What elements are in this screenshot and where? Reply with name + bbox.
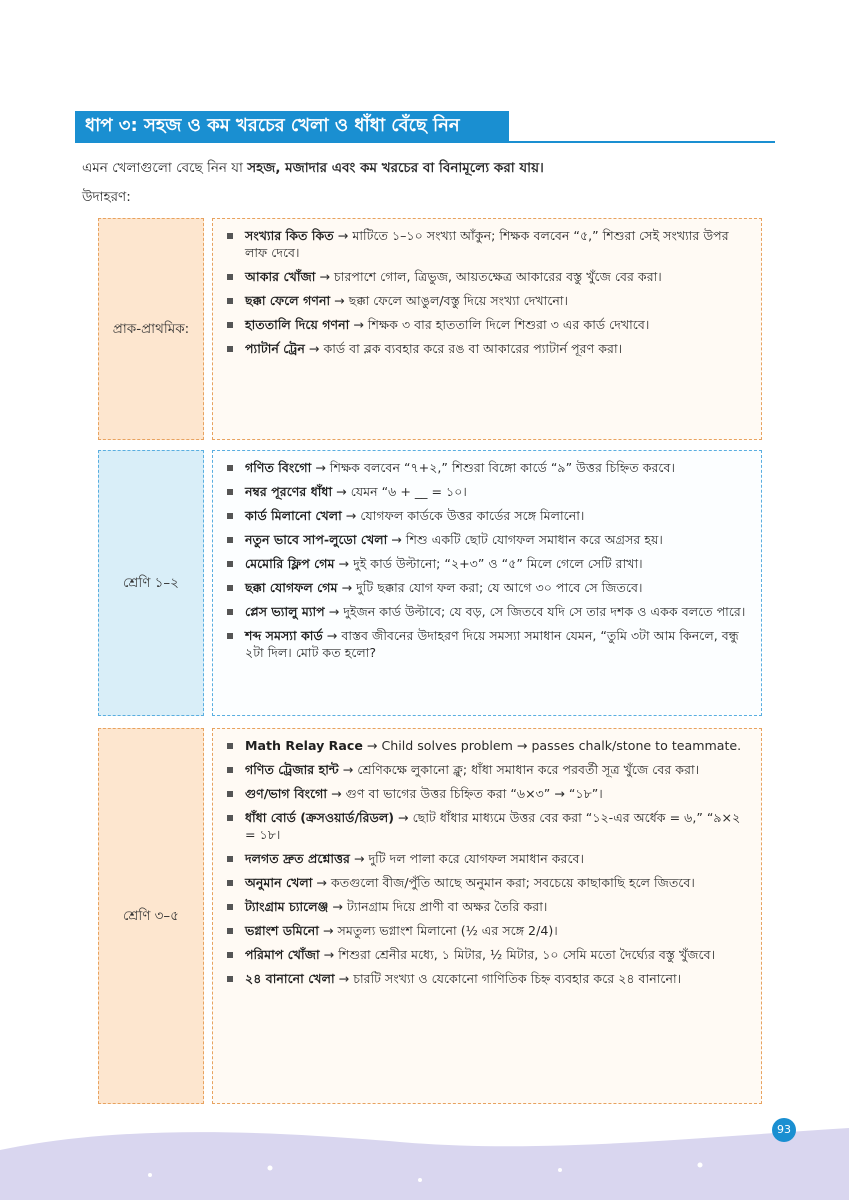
game-list (225, 737, 749, 987)
page-number: 93 (772, 1118, 796, 1142)
section-label: শ্রেণি ১–২ (98, 450, 204, 716)
section-heading: ধাপ ৩: সহজ ও কম খরচের খেলা ও ধাঁধা বেঁছে নিন (75, 111, 509, 141)
section-content (212, 728, 762, 1104)
game-item (225, 970, 749, 987)
game-item (225, 898, 749, 915)
game-item (225, 922, 749, 939)
game-title: ছক্কা যোগফল গেম (245, 580, 338, 595)
game-title: Math Relay Race (245, 738, 363, 753)
game-title: অনুমান খেলা (245, 875, 313, 890)
arrow-icon: → (332, 899, 343, 914)
game-title: প্লেস ভ্যালু ম্যাপ (245, 604, 325, 619)
game-title: দলগত দ্রুত প্রশ্নোত্তর (245, 851, 350, 866)
arrow-icon: → (315, 460, 326, 475)
arrow-icon: → (326, 628, 338, 643)
game-item (225, 737, 749, 754)
arrow-icon: → (341, 580, 353, 595)
game-item (225, 579, 749, 596)
intro-bold: সহজ, মজাদার এবং কম খরচের বা বিনামূল্যে করা যায়। (247, 160, 544, 176)
game-description: শিশুরা শ্রেনীর মধ্যে, ১ মিটার, ½ মিটার, ১০ সেমি মতো দৈর্ঘ্যের বস্তু খুঁজবে। (338, 947, 716, 962)
footer-wave (0, 1120, 849, 1200)
game-description: যেমন “৬ + __ = ১০। (350, 484, 467, 499)
game-title: প্যাটার্ন ট্রেন (245, 341, 305, 356)
example-label: উদাহরণ: (82, 189, 131, 205)
game-title: পরিমাপ খোঁজা (245, 947, 320, 962)
game-title: শব্দ সমস্যা কার্ড (245, 628, 323, 643)
intro-text (82, 158, 782, 178)
game-title: ২৪ বানানো খেলা (245, 971, 335, 986)
game-description: শিক্ষক ৩ বার হাততালি দিলে শিশুরা ৩ এর কার্ড দেখাবে। (367, 317, 650, 332)
game-title: কার্ড মিলানো খেলা (245, 508, 342, 523)
game-item (225, 761, 749, 778)
arrow-icon: → (345, 508, 357, 523)
game-description: বাস্তব জীবনের উদাহরণ দিয়ে সমস্যা সমাধান যেমন, “তুমি ৩টা আম কিনলে, বন্ধু ২টা দিল। মোট কত হলো? (245, 628, 739, 660)
arrow-icon: → (328, 604, 340, 619)
game-item (225, 483, 749, 500)
game-item (225, 292, 749, 309)
game-item (225, 316, 749, 333)
game-description: Child solves problem → passes chalk/stone to teammate. (381, 738, 742, 753)
game-title: ধাঁধা বোর্ড (ক্রসওয়ার্ড/রিডল) (245, 810, 394, 825)
arrow-icon: → (334, 293, 345, 308)
game-description: দুইজন কার্ড উল্টাবে; যে বড়, সে জিতবে যদি সে তার দশক ও একক বলতে পারে। (343, 604, 746, 619)
arrow-icon: → (338, 971, 350, 986)
game-description: দুই কার্ড উল্টানো; “২+৩” ও “৫” মিলে গেলে সেটি রাখা। (353, 556, 643, 571)
game-description: সমতুল্য ভগ্নাংশ মিলানো (½ এর সঙ্গে 2/4)। (337, 923, 558, 938)
game-title: সংখ্যার কিত কিত (245, 228, 334, 243)
section-label: শ্রেণি ৩–৫ (98, 728, 204, 1104)
game-title: ছক্কা ফেলে গণনা (245, 293, 331, 308)
game-title: গণিত বিংগো (245, 460, 312, 475)
game-item (225, 627, 749, 661)
game-item (225, 507, 749, 524)
game-item (225, 555, 749, 572)
game-item (225, 874, 749, 891)
arrow-icon: → (323, 947, 335, 962)
arrow-icon: → (322, 923, 334, 938)
game-description: কতগুলো বীজ/পুঁতি আছে অনুমান করা; সবচেয়ে কাছাকাছি হলে জিতবে। (330, 875, 695, 890)
section-content (212, 450, 762, 716)
intro-prefix: এমন খেলাগুলো বেছে নিন যা (82, 160, 248, 176)
game-title: ভগ্নাংশ ডমিনো (245, 923, 319, 938)
game-description: গুণ বা ভাগের উত্তর চিহ্নিত করা “৬×৩” → “১৮”। (345, 786, 603, 801)
game-item (225, 946, 749, 963)
game-item (225, 809, 749, 843)
section-content (212, 218, 762, 440)
game-description: যোগফল কার্ডকে উত্তর কার্ডের সঙ্গে মিলানো। (360, 508, 585, 523)
section-label: প্রাক-প্রাথমিক: (98, 218, 204, 440)
game-title: গণিত ট্রেজার হান্ট (245, 762, 339, 777)
game-description: শ্রেণিকক্ষে লুকানো ক্লু; ধাঁধা সমাধান করে পরবর্তী সূত্র খুঁজে বের করা। (357, 762, 700, 777)
game-description: কার্ড বা ব্লক ব্যবহার করে রঙ বা আকারের প্যাটার্ন পূরণ করা। (323, 341, 623, 356)
arrow-icon: → (316, 875, 327, 890)
section-pre-primary (98, 218, 762, 440)
arrow-icon: → (308, 341, 320, 356)
arrow-icon: → (331, 786, 342, 801)
game-list (225, 459, 749, 661)
arrow-icon: → (342, 762, 354, 777)
arrow-icon: → (353, 317, 364, 332)
game-item (225, 227, 749, 261)
game-item (225, 531, 749, 548)
game-description: মাটিতে ১–১০ সংখ্যা আঁকুন; শিক্ষক বলবেন “৫,” শিশুরা সেই সংখ্যার উপর লাফ দেবে। (245, 228, 729, 260)
game-title: হাততালি দিয়ে গণনা (245, 317, 350, 332)
game-description: দুটি দল পালা করে যোগফল সমাধান করবে। (368, 851, 585, 866)
arrow-icon: → (353, 851, 365, 866)
game-description: শিশু একটি ছোট যোগফল সমাধান করে অগ্রসর হয়। (405, 532, 663, 547)
game-item (225, 340, 749, 357)
game-title: মেমোরি ফ্লিপ গেম (245, 556, 335, 571)
section-class-1-2 (98, 450, 762, 716)
arrow-icon: → (336, 484, 347, 499)
game-title: আকার খোঁজা (245, 269, 316, 284)
game-description: ছোট ধাঁধার মাধ্যমে উত্তর বের করা “১২-এর অর্ধেক = ৬,” “৯×২ = ১৮। (245, 810, 741, 842)
game-title: নম্বর পূরণের ধাঁধা (245, 484, 333, 499)
arrow-icon: → (337, 228, 349, 243)
game-item (225, 459, 749, 476)
game-description: ছক্কা ফেলে আঙুল/বস্তু দিয়ে সংখ্যা দেখানো। (348, 293, 569, 308)
arrow-icon: → (391, 532, 402, 547)
section-class-3-5 (98, 728, 762, 1104)
game-item (225, 785, 749, 802)
game-description: চারপাশে গোল, ত্রিভুজ, আয়তক্ষেত্র আকারের বস্তু খুঁজে বের করা। (334, 269, 662, 284)
game-description: চারটি সংখ্যা ও যেকোনো গাণিতিক চিহ্ন ব্যবহার করে ২৪ বানানো। (353, 971, 682, 986)
game-title: নতুন ভাবে সাপ-লুডো খেলা (245, 532, 388, 547)
game-item (225, 603, 749, 620)
game-item (225, 850, 749, 867)
arrow-icon: → (319, 269, 330, 284)
game-title: ট্যাংগ্রাম চ্যালেঞ্জ (245, 899, 329, 914)
game-list (225, 227, 749, 357)
game-title: গুণ/ভাগ বিংগো (245, 786, 328, 801)
game-item (225, 268, 749, 285)
arrow-icon: → (398, 810, 409, 825)
arrow-icon: → (338, 556, 350, 571)
game-description: ট্যানগ্রাম দিয়ে প্রাণী বা অক্ষর তৈরি করা। (346, 899, 548, 914)
heading-rule (75, 141, 775, 143)
game-description: দুটি ছক্কার যোগ ফল করা; যে আগে ৩০ পাবে সে জিতবে। (356, 580, 643, 595)
game-description: শিক্ষক বলবেন “৭+২,” শিশুরা বিঙ্গো কার্ডে “৯” উত্তর চিহ্নিত করবে। (329, 460, 676, 475)
arrow-icon: → (366, 738, 378, 753)
